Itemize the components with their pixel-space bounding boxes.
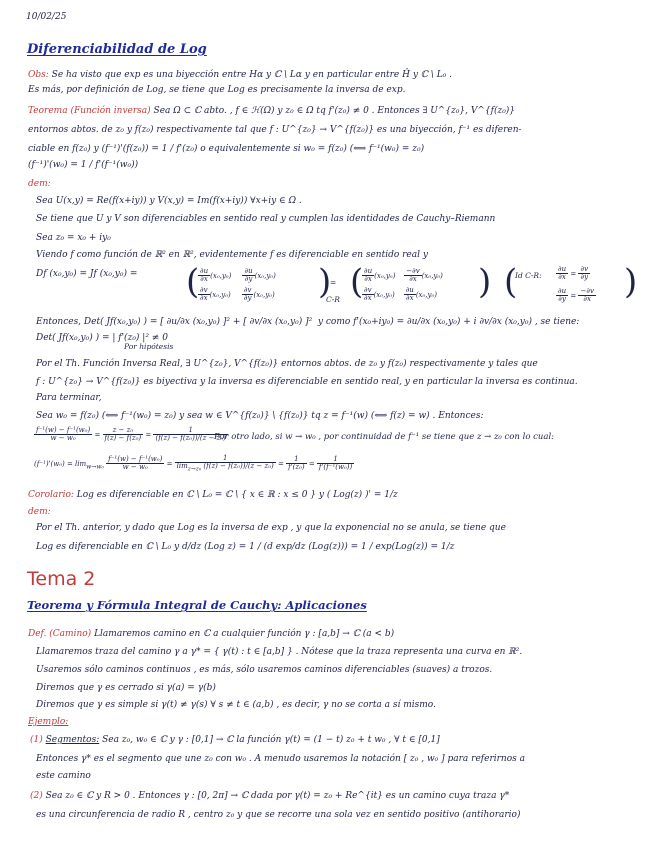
tema-2-heading: Tema 2	[27, 568, 96, 590]
equals-cr: =	[330, 278, 337, 287]
def-line-3: Usaremos sólo caminos continuos , es más, sólo usaremos caminos diferenciables (suaves) a trozos.	[36, 665, 493, 675]
dem2-line-2: Log es diferenciable en ℂ \ L₀ y d/dz (Log z) = 1 / (d exp/dz (Log(z))) = 1 / exp(Log(z)) = 1/z	[36, 542, 455, 552]
cr-label: C-R	[326, 295, 340, 304]
section-heading: Teorema y Fórmula Integral de Cauchy: Aplicaciones	[27, 598, 367, 612]
ejemplo-1-line-2: Entonces γ* es el segmento que une z₀ con w₀ . A menudo usaremos la notación [ z₀ , w₀ ] para referirnos a	[36, 754, 525, 764]
dem1-line-7: Por el Th. Función Inversa Real, ∃ U^{z₀}, V^{f(z₀)} entornos abtos. de z₀ y f(z₀) respectivamente y tales que	[36, 359, 538, 369]
obs-line-2: Es más, por definición de Log, se tiene que Log es precisamente la inversa de exp.	[28, 85, 406, 95]
ejemplo-1-line-3: este camino	[36, 771, 91, 781]
dem1-hipotesis: Por hipótesis	[124, 342, 174, 351]
def-label: Def. (Camino)	[28, 629, 92, 639]
dem1-line-8: f : U^{z₀} → V^{f(z₀)} es biyectiva y la inversa es diferenciable en sentido real, y en particular la inversa es continua.	[36, 377, 578, 387]
def-line-4: Diremos que γ es cerrado si γ(a) = γ(b)	[36, 683, 216, 693]
obs-label: Obs:	[28, 70, 49, 80]
ejemplo-2-text: Sea z₀ ∈ ℂ y R > 0 . Entonces γ : [0, 2π] → ℂ dada por γ(t) = z₀ + Re^{it} es un camino cuya traza γ*	[45, 791, 510, 801]
dem1-limit: $(f^{-1})'(w_0) = \lim_{w\to w_0}$ $\frac{\text{f⁻¹(w) − f⁻¹(w₀)}}{\text{w − w₀}}$ = $\frac{1}{\lim_{z\to z_0} (f(z) - f(z_0))/(z - z_0)}$ = $\frac{1}{\text{f'(z₀)}}$ = $\frac{1}{\text{f'(f⁻¹(w₀))}}$	[34, 454, 353, 473]
ejemplo-2-line-1	[30, 792, 509, 801]
ejemplo-label: Ejemplo:	[28, 717, 69, 727]
dem1-line-10: Sea w₀ = f(z₀) (⟺ f⁻¹(w₀) = z₀) y sea w ∈ V^{f(z₀)} \ {f(z₀)} tq z = f⁻¹(w) (⟺ f(z) = w) . Entonces:	[36, 411, 484, 421]
dem-label-2: dem:	[28, 507, 51, 517]
dem-label-1: dem:	[28, 179, 51, 189]
dem1-line-2: Se tiene que U y V son diferenciables en sentido real y cumplen las identidades de Cauchy–Riemann	[36, 214, 496, 224]
dem1-line-1: Sea U(x,y) = Re(f(x+iy)) y V(x,y) = Im(f(x+iy)) ∀x+iy ∈ Ω .	[36, 196, 302, 206]
teorema-line-1	[28, 107, 515, 116]
dem1-line-5: Entonces, Det( Jf(x₀,y₀) ) = [ ∂u/∂x (x₀,y₀) ]² + [ ∂v/∂x (x₀,y₀) ]² y como f'(x₀+iy₀) = ∂u/∂x (x₀,y₀) + i ∂v/∂x (x₀,y₀) , se tiene:	[36, 317, 580, 327]
dem1-line-11b: Por otro lado, si w → w₀ , por continuidad de f⁻¹ se tiene que z → z₀ con lo cual:	[214, 432, 555, 442]
ejemplo-2-line-2: es una circunferencia de radio R , centro z₀ y que se recorre una sola vez en sentido positivo (antihorario)	[36, 810, 521, 820]
obs-text-1: Se ha visto que exp es una biyección entre Hα y ℂ \ Lα y en particular entre Ĥ y ℂ \ L₀ .	[51, 70, 453, 80]
teorema-label: Teorema (Función inversa)	[28, 106, 151, 116]
ejemplo-1-text: Sea z₀, w₀ ∈ ℂ y γ : [0,1] → ℂ la función γ(t) = (1 − t) z₀ + t w₀ , ∀ t ∈ [0,1]	[102, 735, 440, 745]
corolario-label: Corolario:	[28, 490, 74, 500]
date: 10/02/25	[26, 12, 67, 22]
dem1-quotient: $\frac{\text{f⁻¹(w) − f⁻¹(w₀)}}{\text{w − w₀}}$ = $\frac{\text{z − z₀}}{\text{f(z) − f(z₀)}}$ = $\frac{1}{\text{(f(z) − f(z₀))/(z − z₀)}}$	[36, 426, 226, 443]
dem1-line-3: Sea z₀ = x₀ + iy₀	[36, 233, 111, 243]
teorema-line-4: (f⁻¹)'(w₀) = 1 / f'(f⁻¹(w₀))	[28, 160, 139, 170]
def-line-5: Diremos que γ es simple si γ(t) ≠ γ(s) ∀ s ≠ t ∈ (a,b) , es decir, γ no se corta a sí mismo.	[36, 700, 436, 710]
page-title: Diferenciabilidad de Log	[27, 42, 207, 57]
teorema-line-2: entornos abtos. de z₀ y f(z₀) respectivamente tal que f : U^{z₀} → V^{f(z₀)} es una biyección, f⁻¹ es diferen-	[28, 125, 522, 135]
teorema-line-3: ciable en f(z₀) y (f⁻¹)'(f(z₀)) = 1 / f'(z₀) o equivalentemente si w₀ = f(z₀) (⟺ f⁻¹(w₀) = z₀)	[28, 144, 425, 154]
corolario-line	[28, 491, 398, 500]
dem1-line-6: Det( Jf(x₀,y₀) ) = | f'(z₀) |² ≠ 0	[36, 333, 168, 343]
dem1-line-9: Para terminar,	[36, 393, 102, 403]
def-line-1	[28, 630, 394, 639]
ejemplo-1-title: Segmentos:	[45, 735, 100, 745]
def-line-2: Llamaremos traza del camino γ a γ* = { γ(t) : t ∈ [a,b] } . Nótese que la traza representa una curva en ℝ².	[36, 647, 523, 657]
obs-line-1	[28, 71, 452, 80]
ejemplo-2-number: (2)	[30, 791, 43, 801]
jacobian-left: Df (x₀,y₀) = Jf (x₀,y₀) =	[36, 269, 138, 279]
dem2-line-1: Por el Th. anterior, y dado que Log es la inversa de exp , y que la exponencial no se anula, se tiene que	[36, 523, 506, 533]
def-text-1: Llamaremos camino en ℂ a cualquier función γ : [a,b] → ℂ (a < b)	[94, 629, 395, 639]
dem1-line-4: Viendo f como función de ℝ² en ℝ², evidentemente f es diferenciable en sentido real y	[36, 250, 428, 260]
teorema-text-1: Sea Ω ⊂ ℂ abto. , f ∈ ℋ(Ω) y z₀ ∈ Ω tq f'(z₀) ≠ 0 . Entonces ∃ U^{z₀}, V^{f(z₀)}	[153, 106, 516, 116]
corolario-text: Log es diferenciable en ℂ \ L₀ = ℂ \ { x ∈ ℝ : x ≤ 0 } y ( Log(z) )' = 1/z	[76, 490, 398, 500]
ejemplo-1-number: (1)	[30, 735, 43, 745]
ejemplo-1-line-1	[30, 736, 440, 745]
